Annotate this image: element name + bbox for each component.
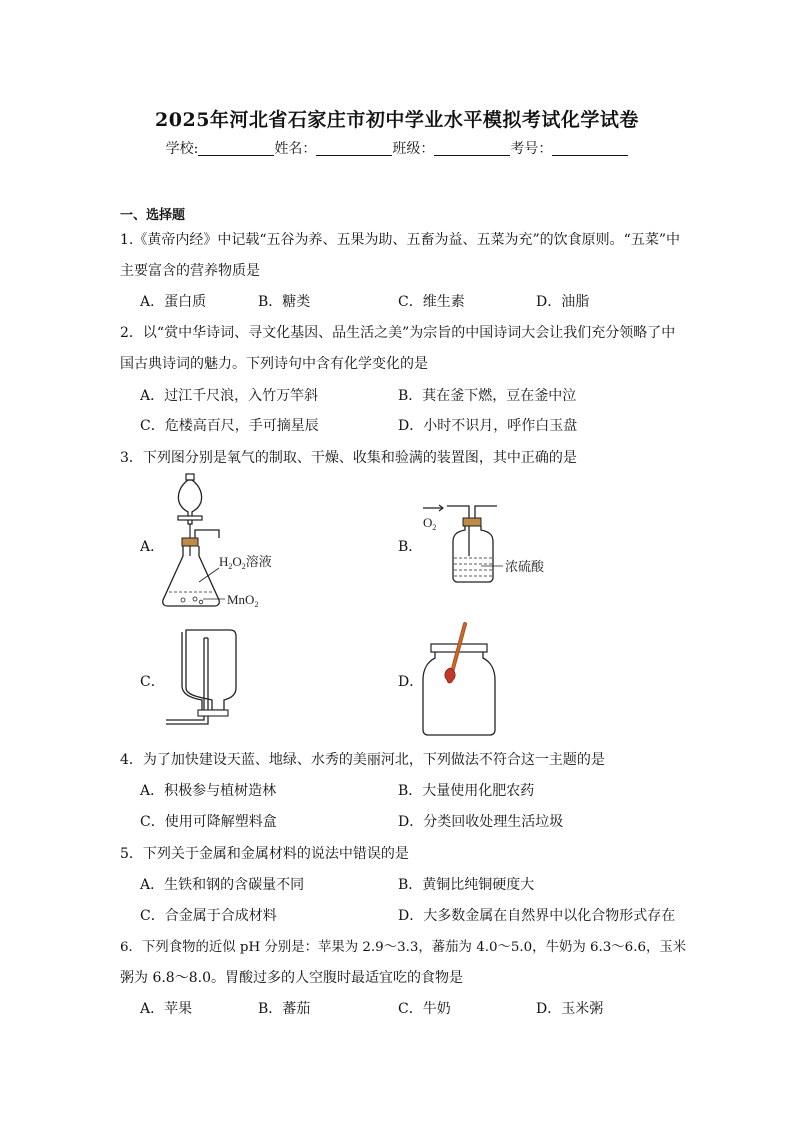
q6-stem-line2: 粥为 6.8～8.0。胃酸过多的人空腹时最适宜吃的食物是 <box>120 970 463 986</box>
student-info-line <box>0 138 794 158</box>
q6-option-d[interactable]: D．玉米粥 <box>536 1001 604 1017</box>
q1-option-b[interactable]: B．糖类 <box>258 294 311 310</box>
name-label: 姓名： <box>274 141 317 157</box>
q4-stem: 4．为了加快建设天蓝、地绿、水秀的美丽河北，下列做法不符合这一主题的是 <box>120 752 605 768</box>
q1-option-d[interactable]: D．油脂 <box>536 294 590 310</box>
svg-text:H2O2溶液: $H_2O_2$溶液 <box>219 554 272 571</box>
q3-label-b[interactable]: B． <box>398 539 423 555</box>
q3-label-d[interactable]: D． <box>398 674 424 690</box>
page-title: 2025年河北省石家庄市初中学业水平模拟考试化学试卷 <box>155 109 639 131</box>
q3-label-a[interactable]: A． <box>140 539 165 555</box>
class-blank[interactable] <box>434 141 510 156</box>
q1-option-a[interactable]: A．蛋白质 <box>140 294 207 310</box>
svg-text:O2: $O_2$ <box>423 515 437 532</box>
name-blank[interactable] <box>316 141 392 156</box>
q2-stem-line2: 国古典诗词的魅力。下列诗句中含有化学变化的是 <box>120 356 428 372</box>
q5-option-c[interactable]: C．合金属于合成材料 <box>140 908 277 924</box>
q6-option-c[interactable]: C．牛奶 <box>398 1001 451 1017</box>
gas-drying-bottle-figure <box>415 496 565 586</box>
q3-stem: 3．下列图分别是氧气的制取、干燥、收集和验满的装置图，其中正确的是 <box>120 450 577 466</box>
q6-stem-line1: 6．下列食物的近似 pH 分别是：苹果为 2.9～3.3，蕃茄为 4.0～5.0，牛奶为 6.3～6.6，玉米 <box>120 940 687 955</box>
q4-option-d[interactable]: D．分类回收处理生活垃圾 <box>398 814 564 830</box>
q5-option-a[interactable]: A．生铁和钢的含碳量不同 <box>140 877 305 893</box>
oxygen-formula-text: O <box>423 515 433 530</box>
svg-text:MnO2: MnO$_2$ <box>227 592 259 609</box>
solution-label: 溶液 <box>245 554 272 569</box>
oxygen-generation-apparatus-figure <box>155 472 295 614</box>
school-blank[interactable] <box>198 141 274 156</box>
q2-option-a[interactable]: A．过江千尺浪，入竹万竿斜 <box>140 388 319 404</box>
oxygen-test-figure <box>415 618 505 738</box>
class-label: 班级： <box>392 141 435 157</box>
q2-stem-line1: 2．以“赏中华诗词、寻文化基因、品生活之美”为宗旨的中国诗词大会让我们充分领略了中 <box>120 325 676 341</box>
q1-option-c[interactable]: C．维生素 <box>398 294 465 310</box>
q3-label-c[interactable]: C． <box>140 674 165 690</box>
q6-option-a[interactable]: A．苹果 <box>140 1001 193 1017</box>
q1-stem-line1: 1.《黄帝内经》中记载“五谷为养、五果为助、五畜为益、五菜为充”的饮食原则。“五菜”中 <box>120 232 680 248</box>
number-blank[interactable] <box>552 141 628 156</box>
q5-option-d[interactable]: D．大多数金属在自然界中以化合物形式存在 <box>398 908 676 924</box>
school-label: 学校: <box>165 141 199 157</box>
q2-option-d[interactable]: D．小时不识月，呼作白玉盘 <box>398 418 578 434</box>
q2-option-b[interactable]: B．萁在釜下燃，豆在釜中泣 <box>398 388 577 404</box>
number-label: 考号： <box>510 141 553 157</box>
q2-option-c[interactable]: C．危楼高百尺，手可摘星辰 <box>140 418 319 434</box>
h2o2-formula-text: H <box>219 554 229 569</box>
q4-option-b[interactable]: B．大量使用化肥农药 <box>398 783 535 799</box>
q6-option-b[interactable]: B．蕃茄 <box>258 1001 311 1017</box>
gas-collection-figure <box>160 624 260 728</box>
q4-option-a[interactable]: A．积极参与植树造林 <box>140 783 277 799</box>
q5-option-b[interactable]: B．黄铜比纯铜硬度大 <box>398 877 535 893</box>
conc-sulfuric-acid-label: 浓硫酸 <box>505 559 545 574</box>
q5-stem: 5．下列关于金属和金属材料的说法中错误的是 <box>120 846 409 862</box>
section-heading: 一、选择题 <box>120 208 186 223</box>
q4-option-c[interactable]: C．使用可降解塑料盒 <box>140 814 277 830</box>
catalyst-formula-text: MnO <box>227 592 255 607</box>
q1-stem-line2: 主要富含的营养物质是 <box>120 263 260 279</box>
